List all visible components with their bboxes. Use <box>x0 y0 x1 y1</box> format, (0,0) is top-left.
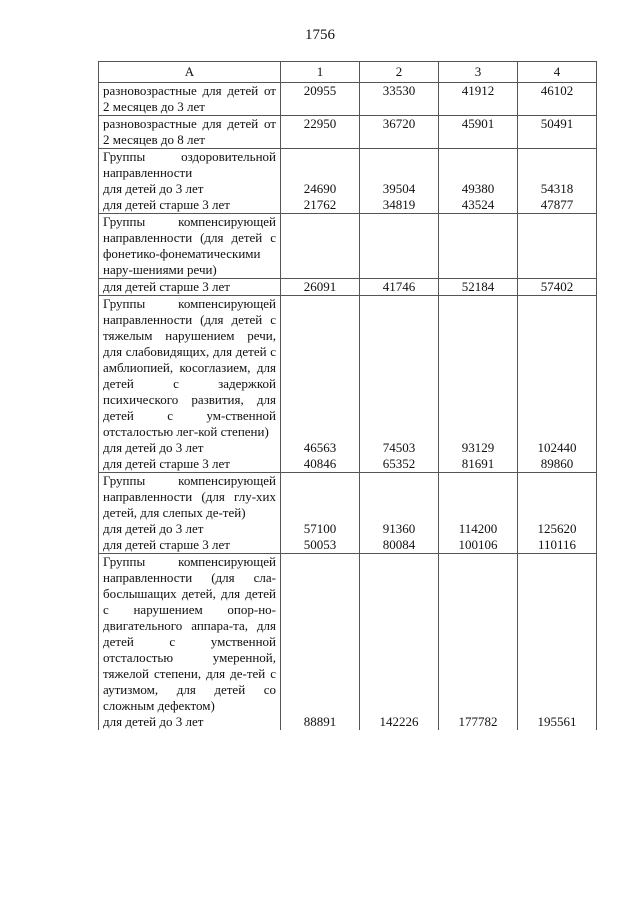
table-row <box>99 440 597 456</box>
empty-cell <box>281 296 360 441</box>
value-cell-1: 26091 <box>281 279 360 296</box>
value-cell-2: 142226 <box>360 714 439 730</box>
value-cell-4: 125620 <box>518 521 597 537</box>
table-row <box>99 116 597 149</box>
table-row <box>99 181 597 197</box>
empty-cell <box>360 296 439 441</box>
value-cell-4: 102440 <box>518 440 597 456</box>
header-cell-4: 4 <box>518 62 597 83</box>
table-body <box>99 83 597 731</box>
row-label: для детей старше 3 лет <box>99 197 281 214</box>
row-label: разновозрастные для детей от 2 месяцев до 3 лет <box>99 83 281 116</box>
value-cell-4: 54318 <box>518 181 597 197</box>
value-cell-1: 20955 <box>281 83 360 116</box>
empty-cell <box>439 473 518 522</box>
value-cell-3: 52184 <box>439 279 518 296</box>
table-row <box>99 197 597 214</box>
empty-cell <box>360 554 439 715</box>
value-cell-4: 50491 <box>518 116 597 149</box>
header-cell-label: А <box>99 62 281 83</box>
empty-cell <box>281 554 360 715</box>
table-group-row <box>99 214 597 279</box>
value-cell-3: 93129 <box>439 440 518 456</box>
value-cell-2: 74503 <box>360 440 439 456</box>
row-label: для детей до 3 лет <box>99 521 281 537</box>
value-cell-2: 41746 <box>360 279 439 296</box>
empty-cell <box>518 149 597 182</box>
empty-cell <box>281 473 360 522</box>
header-cell-3: 3 <box>439 62 518 83</box>
value-cell-4: 57402 <box>518 279 597 296</box>
value-cell-3: 100106 <box>439 537 518 554</box>
page-number: 1756 <box>305 27 335 43</box>
empty-cell <box>518 554 597 715</box>
value-cell-4: 89860 <box>518 456 597 473</box>
row-label: для детей до 3 лет <box>99 440 281 456</box>
group-label: Группы оздоровительной направленности <box>99 149 281 182</box>
empty-cell <box>360 473 439 522</box>
value-cell-1: 21762 <box>281 197 360 214</box>
empty-cell <box>518 214 597 279</box>
table-group-row <box>99 554 597 715</box>
value-cell-1: 88891 <box>281 714 360 730</box>
table-group-row <box>99 296 597 441</box>
value-cell-4: 46102 <box>518 83 597 116</box>
tariff-table <box>98 61 597 730</box>
empty-cell <box>518 473 597 522</box>
table-header-row <box>99 62 597 83</box>
empty-cell <box>439 214 518 279</box>
table-row <box>99 714 597 730</box>
empty-cell <box>360 149 439 182</box>
row-label: для детей до 3 лет <box>99 714 281 730</box>
table-row <box>99 456 597 473</box>
table-row <box>99 537 597 554</box>
value-cell-1: 24690 <box>281 181 360 197</box>
empty-cell <box>360 214 439 279</box>
value-cell-2: 91360 <box>360 521 439 537</box>
row-label: разновозрастные для детей от 2 месяцев до 8 лет <box>99 116 281 149</box>
value-cell-3: 41912 <box>439 83 518 116</box>
value-cell-2: 36720 <box>360 116 439 149</box>
group-label: Группы компенсирующей направленности (для детей с тяжелым нарушением речи, для слабовидящих, для детей с амблиопией, косоглазием, для детей с задержкой психического развития, для детей с ум-ственной отсталостью лег-кой степени) <box>99 296 281 441</box>
row-label: для детей старше 3 лет <box>99 456 281 473</box>
empty-cell <box>281 214 360 279</box>
empty-cell <box>518 296 597 441</box>
value-cell-2: 80084 <box>360 537 439 554</box>
value-cell-1: 50053 <box>281 537 360 554</box>
value-cell-3: 81691 <box>439 456 518 473</box>
empty-cell <box>439 296 518 441</box>
value-cell-4: 195561 <box>518 714 597 730</box>
empty-cell <box>439 149 518 182</box>
value-cell-3: 45901 <box>439 116 518 149</box>
value-cell-1: 40846 <box>281 456 360 473</box>
row-label: для детей старше 3 лет <box>99 279 281 296</box>
value-cell-4: 110116 <box>518 537 597 554</box>
row-label: для детей до 3 лет <box>99 181 281 197</box>
value-cell-4: 47877 <box>518 197 597 214</box>
value-cell-3: 49380 <box>439 181 518 197</box>
group-label: Группы компенсирующей направленности (для глу-хих детей, для слепых де-тей) <box>99 473 281 522</box>
value-cell-2: 39504 <box>360 181 439 197</box>
table-row <box>99 521 597 537</box>
table-row <box>99 83 597 116</box>
value-cell-3: 114200 <box>439 521 518 537</box>
group-label: Группы компенсирующей направленности (для детей с фонетико-фонематическими нару-шениями речи) <box>99 214 281 279</box>
table-group-row <box>99 149 597 182</box>
value-cell-3: 177782 <box>439 714 518 730</box>
value-cell-2: 65352 <box>360 456 439 473</box>
empty-cell <box>281 149 360 182</box>
value-cell-1: 46563 <box>281 440 360 456</box>
value-cell-2: 34819 <box>360 197 439 214</box>
table-group-row <box>99 473 597 522</box>
row-label: для детей старше 3 лет <box>99 537 281 554</box>
value-cell-3: 43524 <box>439 197 518 214</box>
value-cell-1: 22950 <box>281 116 360 149</box>
table-row <box>99 279 597 296</box>
value-cell-2: 33530 <box>360 83 439 116</box>
value-cell-1: 57100 <box>281 521 360 537</box>
group-label: Группы компенсирующей направленности (для сла-бослышащих детей, для детей с нарушением опор-но-двигательного аппара-та, для детей с умственной отсталостью умеренной, тяжелой степени, для де-тей с аутизмом, для детей со сложным дефектом) <box>99 554 281 715</box>
empty-cell <box>439 554 518 715</box>
header-cell-2: 2 <box>360 62 439 83</box>
header-cell-1: 1 <box>281 62 360 83</box>
